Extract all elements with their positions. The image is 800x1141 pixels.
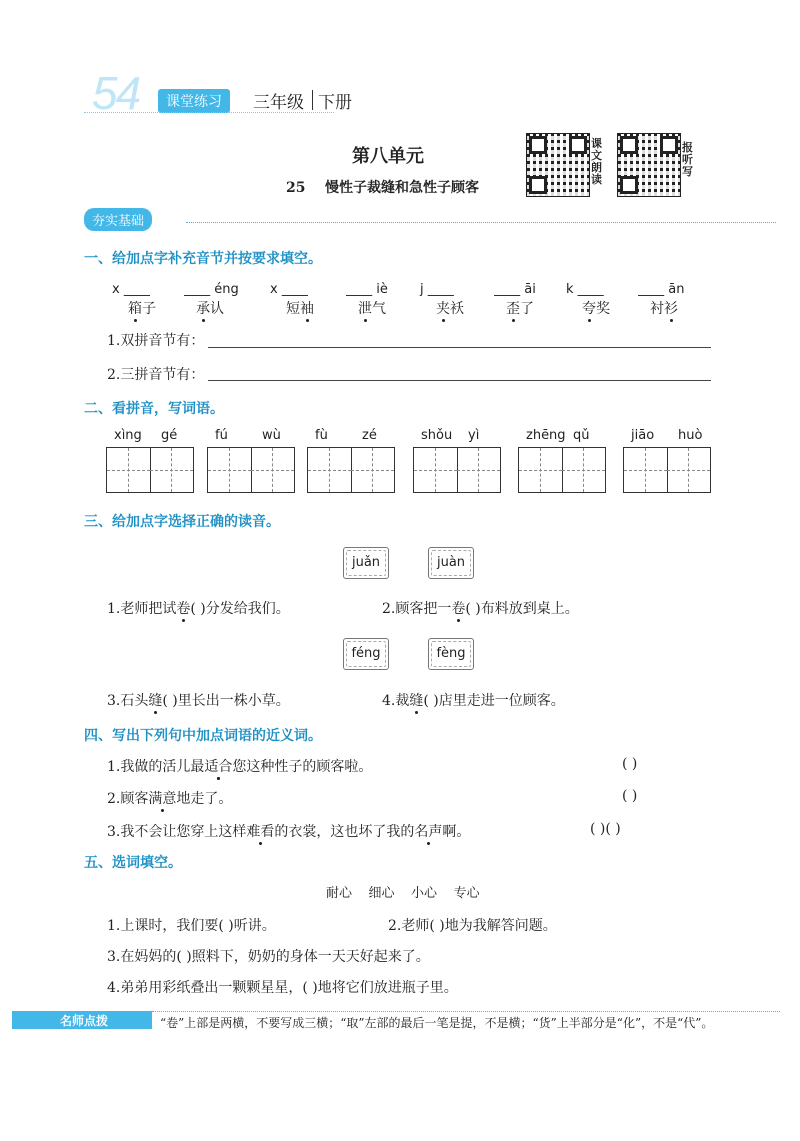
s5-q3: 3.在妈妈的( )照料下，奶奶的身体一天天好起来了。 xyxy=(107,949,430,965)
s3-line1-b: 2.顾客把一卷( )布料放到桌上。 xyxy=(382,601,579,617)
grid-cell[interactable] xyxy=(519,448,563,492)
dotted-word: 适合 xyxy=(204,759,233,775)
s4-line3: 3.我不会让您穿上这样难看的衣裳，这也坏了我的名声啊。 xyxy=(107,824,471,840)
s2-pinyin: qǔ xyxy=(573,428,590,443)
s2-pinyin: xìng xyxy=(114,428,142,443)
pinyin-option[interactable]: fèng xyxy=(428,638,474,670)
tip-text: “卷”上部是两横，不要写成三横；“取”左部的最后一笔是提，不是横；“货”上半部分是“化”，不是“代”。 xyxy=(160,1016,714,1030)
s1-pinyin-blank[interactable]: x ____ xyxy=(112,282,154,297)
grid-cell[interactable] xyxy=(251,448,294,492)
s1-pinyin-blank[interactable]: j ____ xyxy=(420,282,458,297)
s2-pinyin: zé xyxy=(362,428,377,443)
s1-word: 箱子 xyxy=(128,301,156,317)
writing-grid[interactable] xyxy=(106,447,194,493)
pinyin-option[interactable]: juǎn xyxy=(343,547,389,579)
lesson-number: 25 xyxy=(286,180,306,196)
s3-line1-a: 1.老师把试卷( )分发给我们。 xyxy=(107,601,290,617)
s2-pinyin: yì xyxy=(468,428,480,443)
s5-q4: 4.弟弟用彩纸叠出一颗颗星星，( )地将它们放进瓶子里。 xyxy=(107,980,458,996)
s2-pinyin: gé xyxy=(161,428,178,443)
s1-pinyin-blank[interactable]: ____ āi xyxy=(490,282,536,297)
s1-pinyin-blank[interactable]: x ____ xyxy=(270,282,312,297)
s1-word: 夹袄 xyxy=(436,301,464,317)
writing-grid[interactable] xyxy=(307,447,395,493)
s2-pinyin: fú xyxy=(215,428,228,443)
writing-grid[interactable] xyxy=(207,447,295,493)
header-divider xyxy=(312,90,313,110)
lesson-title xyxy=(286,177,479,197)
grade-label: 三年级 xyxy=(253,93,304,113)
s3-line2-a: 3.石头缝( )里长出一株小草。 xyxy=(107,693,290,709)
word-bank: 耐心 细心 小心 专心 xyxy=(326,886,480,901)
s4-line2: 2.顾客满意地走了。 xyxy=(107,791,233,807)
section-badge: 夯实基础 xyxy=(84,208,152,231)
s4-line1: 1.我做的活儿最适合您这种性子的顾客啦。 xyxy=(107,759,373,775)
s1-word: 歪了 xyxy=(506,301,534,317)
header-rule xyxy=(84,112,334,113)
practice-pill: 课堂练习 xyxy=(158,89,230,113)
s1-pinyin-blank[interactable]: k ____ xyxy=(566,282,608,297)
section-2-heading: 二、看拼音，写词语。 xyxy=(84,401,224,417)
section-3-heading: 三、给加点字选择正确的读音。 xyxy=(84,514,280,530)
s2-pinyin: jiāo xyxy=(631,428,655,443)
qr-code-reading[interactable] xyxy=(526,133,590,197)
s1-word: 夸奖 xyxy=(582,301,610,317)
s1-q2-answer-line[interactable] xyxy=(208,380,711,381)
qr-dictation-label: 报听写 xyxy=(682,141,693,178)
s3-line2-b: 4.裁缝( )店里走进一位顾客。 xyxy=(382,693,565,709)
s2-pinyin: zhēng xyxy=(526,428,566,443)
qr-reading-label: 课文朗读 xyxy=(591,137,602,186)
s2-pinyin: wù xyxy=(262,428,281,443)
grid-cell[interactable] xyxy=(457,448,500,492)
grid-cell[interactable] xyxy=(208,448,252,492)
s1-q2-label: 2.三拼音节有： xyxy=(107,367,205,383)
page-number: 54 xyxy=(92,67,140,119)
s4-answer-1[interactable]: ( ) xyxy=(622,756,638,772)
grid-cell[interactable] xyxy=(624,448,668,492)
grid-cell[interactable] xyxy=(308,448,352,492)
writing-grid[interactable] xyxy=(518,447,606,493)
s4-answer-2[interactable]: ( ) xyxy=(622,788,638,804)
s1-word: 短袖 xyxy=(286,301,314,317)
section-4-heading: 四、写出下列句中加点词语的近义词。 xyxy=(84,728,322,744)
s1-word: 衬衫 xyxy=(650,301,678,317)
writing-grid[interactable] xyxy=(413,447,501,493)
section-1-heading: 一、给加点字补充音节并按要求填空。 xyxy=(84,251,322,267)
s1-pinyin-blank[interactable]: ____ ān xyxy=(634,282,685,297)
s5-q2: 2.老师( )地为我解答问题。 xyxy=(388,918,557,934)
s1-word: 泄气 xyxy=(358,301,386,317)
grid-cell[interactable] xyxy=(107,448,151,492)
writing-grid[interactable] xyxy=(623,447,711,493)
s2-pinyin: huò xyxy=(678,428,703,443)
s5-q1: 1.上课时，我们要( )听讲。 xyxy=(107,918,276,934)
tip-label: 名师点拨 xyxy=(60,1014,109,1028)
s4-answer-3[interactable]: ( )( ) xyxy=(590,821,621,837)
s1-q1-answer-line[interactable] xyxy=(208,347,711,348)
grid-cell[interactable] xyxy=(562,448,605,492)
qr-code-dictation[interactable] xyxy=(617,133,681,197)
tip-rule xyxy=(152,1011,780,1012)
s1-word: 承认 xyxy=(196,301,224,317)
grid-cell[interactable] xyxy=(414,448,458,492)
badge-rule xyxy=(186,222,776,223)
term-label: 下册 xyxy=(318,93,352,113)
grid-cell[interactable] xyxy=(150,448,193,492)
grid-cell[interactable] xyxy=(667,448,710,492)
unit-title: 第八单元 xyxy=(352,146,424,167)
section-5-heading: 五、选词填空。 xyxy=(84,855,182,871)
s1-q1-label: 1.双拼音节有： xyxy=(107,333,205,349)
s2-pinyin: fù xyxy=(315,428,328,443)
pinyin-option[interactable]: féng xyxy=(343,638,389,670)
lesson-name: 慢性子裁缝和急性子顾客 xyxy=(324,180,479,196)
s1-pinyin-blank[interactable]: ____ éng xyxy=(180,282,239,297)
pinyin-option[interactable]: juàn xyxy=(428,547,474,579)
s1-pinyin-blank[interactable]: ____ iè xyxy=(342,282,388,297)
grid-cell[interactable] xyxy=(351,448,394,492)
s2-pinyin: shǒu xyxy=(421,428,453,443)
